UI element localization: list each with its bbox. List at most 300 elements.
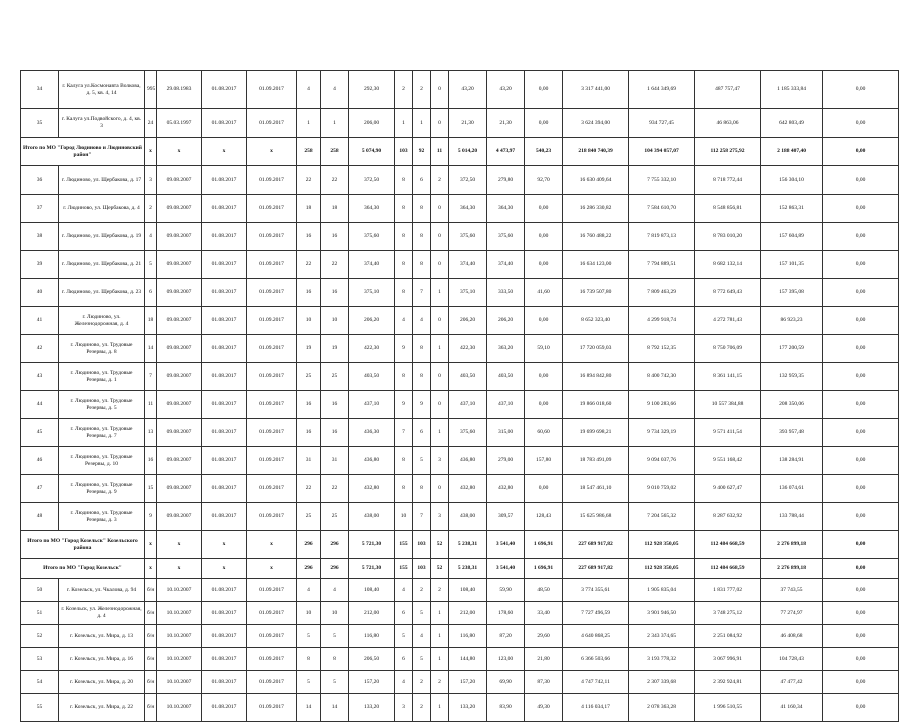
table-row xyxy=(21,251,899,279)
table-cell: 05.03.1997 xyxy=(157,109,202,138)
table-cell: 432,80 xyxy=(349,475,395,503)
table-cell: 7 xyxy=(145,363,157,391)
table-cell: 14 xyxy=(321,694,349,722)
table-cell: 4 xyxy=(395,671,413,694)
table-cell: 0 xyxy=(431,391,449,419)
table-cell: 1 xyxy=(413,109,431,138)
total-row xyxy=(21,531,899,559)
table-cell: 37 xyxy=(21,195,59,223)
table-cell: 43,20 xyxy=(449,71,487,109)
table-cell: 01.08.2017 xyxy=(202,307,247,335)
table-cell: 41 160,34 xyxy=(761,694,823,722)
table-cell: 0,00 xyxy=(823,307,899,335)
table-cell: 9 xyxy=(413,391,431,419)
table-cell: 09.08.2007 xyxy=(157,447,202,475)
table-cell: 11 xyxy=(145,391,157,419)
table-cell: 21,30 xyxy=(487,109,525,138)
table-cell: 5 238,31 xyxy=(449,559,487,579)
table-cell: 43 xyxy=(21,363,59,391)
table-row xyxy=(21,279,899,307)
table-cell: 01.08.2017 xyxy=(202,419,247,447)
table-cell: 8 xyxy=(395,363,413,391)
table-cell: 16 634 123,00 xyxy=(563,251,629,279)
table-row xyxy=(21,307,899,335)
table-cell: г. Калуга ул.Космонавта Волкова, д. 5, кв. 4, 14 xyxy=(59,71,145,109)
table-cell: Итого по МО "Город Людиново и Людиновский район" xyxy=(21,138,145,166)
table-cell: г. Людиново, ул. Щербакова, д. 19 xyxy=(59,223,145,251)
table-cell: 2 xyxy=(395,71,413,109)
table-cell: 10 xyxy=(321,602,349,625)
table-cell: 157,80 xyxy=(525,447,563,475)
table-cell: 2 276 899,18 xyxy=(761,531,823,559)
table-cell: 1 xyxy=(431,648,449,671)
table-row xyxy=(21,694,899,722)
table-cell: 16 xyxy=(297,279,321,307)
table-cell: 6 xyxy=(413,166,431,195)
table-cell: 2 xyxy=(413,71,431,109)
table-cell: 1 xyxy=(395,109,413,138)
table-cell: 0,00 xyxy=(823,503,899,531)
table-cell: 437,10 xyxy=(349,391,395,419)
table-cell: 112 928 350,05 xyxy=(629,559,695,579)
table-cell: 48,50 xyxy=(525,579,563,602)
table-cell: 3 xyxy=(395,694,413,722)
table-cell: 540,23 xyxy=(525,138,563,166)
table-cell: 374,40 xyxy=(449,251,487,279)
table-cell: 8 xyxy=(413,363,431,391)
table-cell: 3 xyxy=(431,503,449,531)
table-cell: 5 xyxy=(297,625,321,648)
table-cell: г. Козельск, ул. Мира, д. 20 xyxy=(59,671,145,694)
table-cell: x xyxy=(202,138,247,166)
table-cell: 157 395,08 xyxy=(761,279,823,307)
table-cell: 206,50 xyxy=(349,648,395,671)
table-cell: 01.09.2017 xyxy=(247,335,297,363)
table-cell: 112 928 350,05 xyxy=(629,531,695,559)
table-cell: 375,60 xyxy=(449,223,487,251)
table-cell: 47 xyxy=(21,475,59,503)
table-cell: 10.10.2007 xyxy=(157,671,202,694)
table-cell: 3 774 355,61 xyxy=(563,579,629,602)
table-cell: 0 xyxy=(431,251,449,279)
table-cell: б/н xyxy=(145,625,157,648)
table-cell: 55 xyxy=(21,694,59,722)
table-cell: 0,00 xyxy=(823,251,899,279)
table-cell: 1 xyxy=(431,625,449,648)
table-cell: 01.08.2017 xyxy=(202,279,247,307)
table-cell: 01.08.2017 xyxy=(202,602,247,625)
table-cell: 0,00 xyxy=(823,109,899,138)
table-cell: 4 xyxy=(297,71,321,109)
table-cell: 8 400 742,30 xyxy=(629,363,695,391)
table-cell: 0,00 xyxy=(525,195,563,223)
table-cell: 156 304,10 xyxy=(761,166,823,195)
table-cell: 422,30 xyxy=(449,335,487,363)
table-cell: 422,30 xyxy=(349,335,395,363)
table-cell: 138 284,91 xyxy=(761,447,823,475)
table-cell: 9 xyxy=(395,391,413,419)
table-cell: 438,00 xyxy=(349,503,395,531)
table-cell: 09.08.2007 xyxy=(157,195,202,223)
table-cell: 8 xyxy=(413,251,431,279)
table-cell: 0 xyxy=(431,71,449,109)
table-cell: 59,90 xyxy=(487,579,525,602)
table-cell: 16 894 842,80 xyxy=(563,363,629,391)
table-row xyxy=(21,419,899,447)
table-cell: 372,50 xyxy=(349,166,395,195)
table-cell: 155 xyxy=(395,531,413,559)
table-cell: 403,50 xyxy=(349,363,395,391)
table-cell: x xyxy=(145,138,157,166)
table-cell: 6 366 503,66 xyxy=(563,648,629,671)
table-cell: 372,50 xyxy=(449,166,487,195)
table-cell: 206,20 xyxy=(349,307,395,335)
table-cell: 01.08.2017 xyxy=(202,71,247,109)
table-row xyxy=(21,195,899,223)
table-cell: 31 xyxy=(321,447,349,475)
table-row xyxy=(21,475,899,503)
table-cell: 09.08.2007 xyxy=(157,279,202,307)
table-cell: 364,30 xyxy=(487,195,525,223)
table-cell: 2 xyxy=(145,195,157,223)
table-cell: 0,00 xyxy=(823,625,899,648)
table-cell: 4 272 781,43 xyxy=(695,307,761,335)
table-cell: г. Людиново, ул. Щербакова, д. 21 xyxy=(59,251,145,279)
table-cell: 279,80 xyxy=(487,166,525,195)
table-cell: 103 xyxy=(395,138,413,166)
table-cell: 16 xyxy=(145,447,157,475)
table-cell: 0,00 xyxy=(823,279,899,307)
table-cell: 8 xyxy=(413,223,431,251)
table-cell: 8 xyxy=(413,335,431,363)
table-cell: 0,00 xyxy=(823,195,899,223)
table-cell: 1 696,91 xyxy=(525,559,563,579)
table-cell: 9 400 627,47 xyxy=(695,475,761,503)
table-cell: 0,00 xyxy=(823,223,899,251)
table-cell: г. Козельск, ул. Мира, д. 13 xyxy=(59,625,145,648)
table-cell: 1 185 333,84 xyxy=(761,71,823,109)
table-row xyxy=(21,335,899,363)
table-cell: x xyxy=(145,531,157,559)
table-cell: 5 xyxy=(413,602,431,625)
table-cell: 0,00 xyxy=(823,531,899,559)
table-cell: 31 xyxy=(297,447,321,475)
table-cell: 2 188 407,40 xyxy=(761,138,823,166)
table-cell: 16 630 409,64 xyxy=(563,166,629,195)
table-cell: 09.08.2007 xyxy=(157,251,202,279)
table-cell: г. Людиново, ул. Щербакова, д. 23 xyxy=(59,279,145,307)
table-cell: 375,60 xyxy=(487,223,525,251)
table-cell: 157,20 xyxy=(349,671,395,694)
table-cell: 292,30 xyxy=(349,71,395,109)
table-cell: 5 074,90 xyxy=(349,138,395,166)
table-cell: г. Людиново, ул. Трудовые Резервы, д. 5 xyxy=(59,391,145,419)
table-cell: 403,50 xyxy=(449,363,487,391)
table-cell: 2 xyxy=(431,166,449,195)
table-cell: 10.10.2007 xyxy=(157,694,202,722)
table-cell: 47 477,42 xyxy=(761,671,823,694)
table-cell: 19 699 698,21 xyxy=(563,419,629,447)
table-cell: 8 718 772,44 xyxy=(695,166,761,195)
table-cell: 01.09.2017 xyxy=(247,223,297,251)
table-cell: г. Людиново, ул. Трудовые Резервы, д. 3 xyxy=(59,503,145,531)
table-cell: 01.09.2017 xyxy=(247,251,297,279)
table-body xyxy=(21,71,899,722)
table-cell: x xyxy=(247,531,297,559)
table-cell: 86 923,23 xyxy=(761,307,823,335)
table-cell: 374,40 xyxy=(349,251,395,279)
table-cell: 18 xyxy=(321,195,349,223)
table-cell: 4 xyxy=(413,625,431,648)
table-cell: 24 xyxy=(145,109,157,138)
table-cell: 437,10 xyxy=(449,391,487,419)
table-cell: 01.08.2017 xyxy=(202,166,247,195)
table-cell: 09.08.2007 xyxy=(157,223,202,251)
table-cell: 1 831 777,02 xyxy=(695,579,761,602)
table-cell: 8 xyxy=(395,279,413,307)
table-cell: 108,40 xyxy=(449,579,487,602)
table-cell: 3 901 946,50 xyxy=(629,602,695,625)
table-row xyxy=(21,579,899,602)
table-cell: 4 747 742,11 xyxy=(563,671,629,694)
table-cell: г. Людиново, ул. Щербакова, д. 17 xyxy=(59,166,145,195)
table-cell: 116,80 xyxy=(449,625,487,648)
table-cell: 19 866 018,60 xyxy=(563,391,629,419)
table-cell: 2 343 374,65 xyxy=(629,625,695,648)
table-cell: 29.08.1983 xyxy=(157,71,202,109)
table-cell: 0 xyxy=(431,109,449,138)
table-cell: 437,10 xyxy=(487,391,525,419)
table-cell: 18 547 461,10 xyxy=(563,475,629,503)
table-cell: 132 959,35 xyxy=(761,363,823,391)
table-cell: г. Людиново, ул. Трудовые Резервы, д. 10 xyxy=(59,447,145,475)
table-cell: 9 xyxy=(145,503,157,531)
table-cell: 10 xyxy=(297,307,321,335)
table-cell: 0,00 xyxy=(823,335,899,363)
table-cell: 6 xyxy=(395,602,413,625)
table-cell: 364,30 xyxy=(449,195,487,223)
table-cell: 3 748 275,12 xyxy=(695,602,761,625)
table-cell: 333,50 xyxy=(487,279,525,307)
table-cell: 4 116 034,17 xyxy=(563,694,629,722)
table-cell: 33,40 xyxy=(525,602,563,625)
table-cell: 8 652 323,40 xyxy=(563,307,629,335)
table-cell: x xyxy=(145,559,157,579)
table-cell: 01.08.2017 xyxy=(202,363,247,391)
table-cell: 83,90 xyxy=(487,694,525,722)
table-cell: 01.08.2017 xyxy=(202,335,247,363)
table-cell: 10 xyxy=(321,307,349,335)
table-cell: 92 xyxy=(413,138,431,166)
table-cell: 87,30 xyxy=(525,671,563,694)
table-cell: Итого по МО "Город Козельск" xyxy=(21,559,145,579)
table-cell: 09.08.2007 xyxy=(157,307,202,335)
table-row xyxy=(21,447,899,475)
table-cell: 258 xyxy=(321,138,349,166)
table-cell: 116,80 xyxy=(349,625,395,648)
table-cell: 8 xyxy=(395,223,413,251)
table-cell: 436,80 xyxy=(449,447,487,475)
table-cell: 364,30 xyxy=(349,195,395,223)
table-cell: 8 xyxy=(321,648,349,671)
table-cell: 104 728,43 xyxy=(761,648,823,671)
table-cell: 5 721,30 xyxy=(349,531,395,559)
table-cell: 5 014,20 xyxy=(449,138,487,166)
table-cell: 5 721,30 xyxy=(349,559,395,579)
table-cell: 46 xyxy=(21,447,59,475)
table-cell: 7 809 463,29 xyxy=(629,279,695,307)
table-cell: 10.10.2007 xyxy=(157,648,202,671)
table-cell: 29,60 xyxy=(525,625,563,648)
table-cell: 0 xyxy=(431,195,449,223)
table-cell: 995 xyxy=(145,71,157,109)
table-cell: 16 xyxy=(297,223,321,251)
table-cell: г. Людиново, ул. Трудовые Резервы, д. 8 xyxy=(59,335,145,363)
table-cell: 22 xyxy=(321,475,349,503)
table-cell: 01.08.2017 xyxy=(202,251,247,279)
table-cell: 25 xyxy=(297,503,321,531)
table-cell: 8 xyxy=(297,648,321,671)
table-cell: 8 xyxy=(395,475,413,503)
table-cell: 8 xyxy=(395,447,413,475)
table-cell: 16 xyxy=(321,223,349,251)
table-cell: 363,20 xyxy=(487,335,525,363)
table-cell: 2 078 363,28 xyxy=(629,694,695,722)
table-cell: 01.08.2017 xyxy=(202,447,247,475)
table-cell: 59,10 xyxy=(525,335,563,363)
table-cell: 0,00 xyxy=(525,363,563,391)
table-cell: г. Людиново, ул. Щербакова, д. 4 xyxy=(59,195,145,223)
table-cell: 0,00 xyxy=(525,307,563,335)
table-cell: 2 307 339,68 xyxy=(629,671,695,694)
table-cell: 01.09.2017 xyxy=(247,475,297,503)
table-cell: x xyxy=(202,559,247,579)
table-cell: 934 727,45 xyxy=(629,109,695,138)
table-cell: 9 xyxy=(395,335,413,363)
table-cell: 09.08.2007 xyxy=(157,475,202,503)
table-cell: 0,00 xyxy=(823,166,899,195)
table-cell: 3 xyxy=(145,166,157,195)
table-cell: 8 783 010,20 xyxy=(695,223,761,251)
table-cell: 112 258 275,92 xyxy=(695,138,761,166)
table-cell: 206,20 xyxy=(449,307,487,335)
table-cell: 77 274,97 xyxy=(761,602,823,625)
table-cell: 487 757,47 xyxy=(695,71,761,109)
table-cell: 52 xyxy=(431,531,449,559)
table-cell: 227 689 917,82 xyxy=(563,531,629,559)
table-cell: 46 408,68 xyxy=(761,625,823,648)
table-cell: 4 640 868,25 xyxy=(563,625,629,648)
table-cell: 01.09.2017 xyxy=(247,195,297,223)
table-cell: 01.08.2017 xyxy=(202,109,247,138)
housing-data-table xyxy=(20,70,899,722)
table-cell: 8 682 132,14 xyxy=(695,251,761,279)
table-cell: x xyxy=(202,531,247,559)
table-cell: 0,00 xyxy=(823,671,899,694)
table-cell: 157,20 xyxy=(449,671,487,694)
table-cell: 5 xyxy=(321,671,349,694)
table-cell: 18 783 491,09 xyxy=(563,447,629,475)
table-cell: б/н xyxy=(145,671,157,694)
table-cell: 104 394 057,07 xyxy=(629,138,695,166)
table-cell: 177 200,59 xyxy=(761,335,823,363)
table-cell: 10.10.2007 xyxy=(157,625,202,648)
table-cell: 8 750 706,09 xyxy=(695,335,761,363)
table-cell: 10.10.2007 xyxy=(157,602,202,625)
table-cell: x xyxy=(157,138,202,166)
table-cell: 4 xyxy=(395,307,413,335)
table-cell: 49,30 xyxy=(525,694,563,722)
table-cell: 1 xyxy=(431,335,449,363)
table-cell: 9 100 283,66 xyxy=(629,391,695,419)
table-cell: 09.08.2007 xyxy=(157,503,202,531)
table-cell: 01.09.2017 xyxy=(247,625,297,648)
table-cell: 8 361 141,15 xyxy=(695,363,761,391)
table-cell: 01.08.2017 xyxy=(202,579,247,602)
table-cell: 375,60 xyxy=(449,419,487,447)
table-cell: 0 xyxy=(431,307,449,335)
table-cell: 227 689 917,82 xyxy=(563,559,629,579)
table-cell: 0,00 xyxy=(823,694,899,722)
table-cell: 10.10.2007 xyxy=(157,579,202,602)
table-cell: 0 xyxy=(431,223,449,251)
table-cell: 8 287 632,92 xyxy=(695,503,761,531)
table-cell: 01.09.2017 xyxy=(247,419,297,447)
table-cell: 5 xyxy=(413,648,431,671)
table-cell: 10 557 384,88 xyxy=(695,391,761,419)
table-cell: 152 863,31 xyxy=(761,195,823,223)
table-cell: 2 xyxy=(413,671,431,694)
table-cell: x xyxy=(157,559,202,579)
table-cell: 438,00 xyxy=(449,503,487,531)
table-cell: 5 238,31 xyxy=(449,531,487,559)
table-cell: 01.09.2017 xyxy=(247,363,297,391)
table-cell: 1 xyxy=(431,694,449,722)
table-cell: 15 xyxy=(145,475,157,503)
table-cell: 8 792 152,35 xyxy=(629,335,695,363)
table-cell: 0,00 xyxy=(823,447,899,475)
table-cell: 0,00 xyxy=(823,559,899,579)
table-cell: 3 193 778,32 xyxy=(629,648,695,671)
table-cell: 43,20 xyxy=(487,71,525,109)
table-cell: 13 xyxy=(145,419,157,447)
table-cell: г. Людиново, ул. Трудовые Резервы, д. 9 xyxy=(59,475,145,503)
table-cell: 0,00 xyxy=(823,419,899,447)
table-cell: 375,60 xyxy=(349,223,395,251)
table-cell: 01.09.2017 xyxy=(247,602,297,625)
table-cell: 53 xyxy=(21,648,59,671)
table-cell: 436,80 xyxy=(349,447,395,475)
table-cell: 25 xyxy=(297,363,321,391)
table-cell: 7 794 889,51 xyxy=(629,251,695,279)
table-cell: 123,00 xyxy=(487,648,525,671)
table-cell: 14 xyxy=(297,694,321,722)
table-cell: 6 xyxy=(413,419,431,447)
table-cell: 133 788,44 xyxy=(761,503,823,531)
table-cell: 01.08.2017 xyxy=(202,195,247,223)
table-cell: 22 xyxy=(321,251,349,279)
table-cell: 52 xyxy=(431,559,449,579)
table-cell: 01.08.2017 xyxy=(202,694,247,722)
table-cell: 9 010 759,02 xyxy=(629,475,695,503)
table-cell: 01.09.2017 xyxy=(247,694,297,722)
table-cell: 7 819 873,13 xyxy=(629,223,695,251)
table-cell: 403,50 xyxy=(487,363,525,391)
table-cell: 09.08.2007 xyxy=(157,335,202,363)
table-cell: x xyxy=(247,559,297,579)
table-cell: 8 xyxy=(413,195,431,223)
table-cell: 8 772 649,43 xyxy=(695,279,761,307)
